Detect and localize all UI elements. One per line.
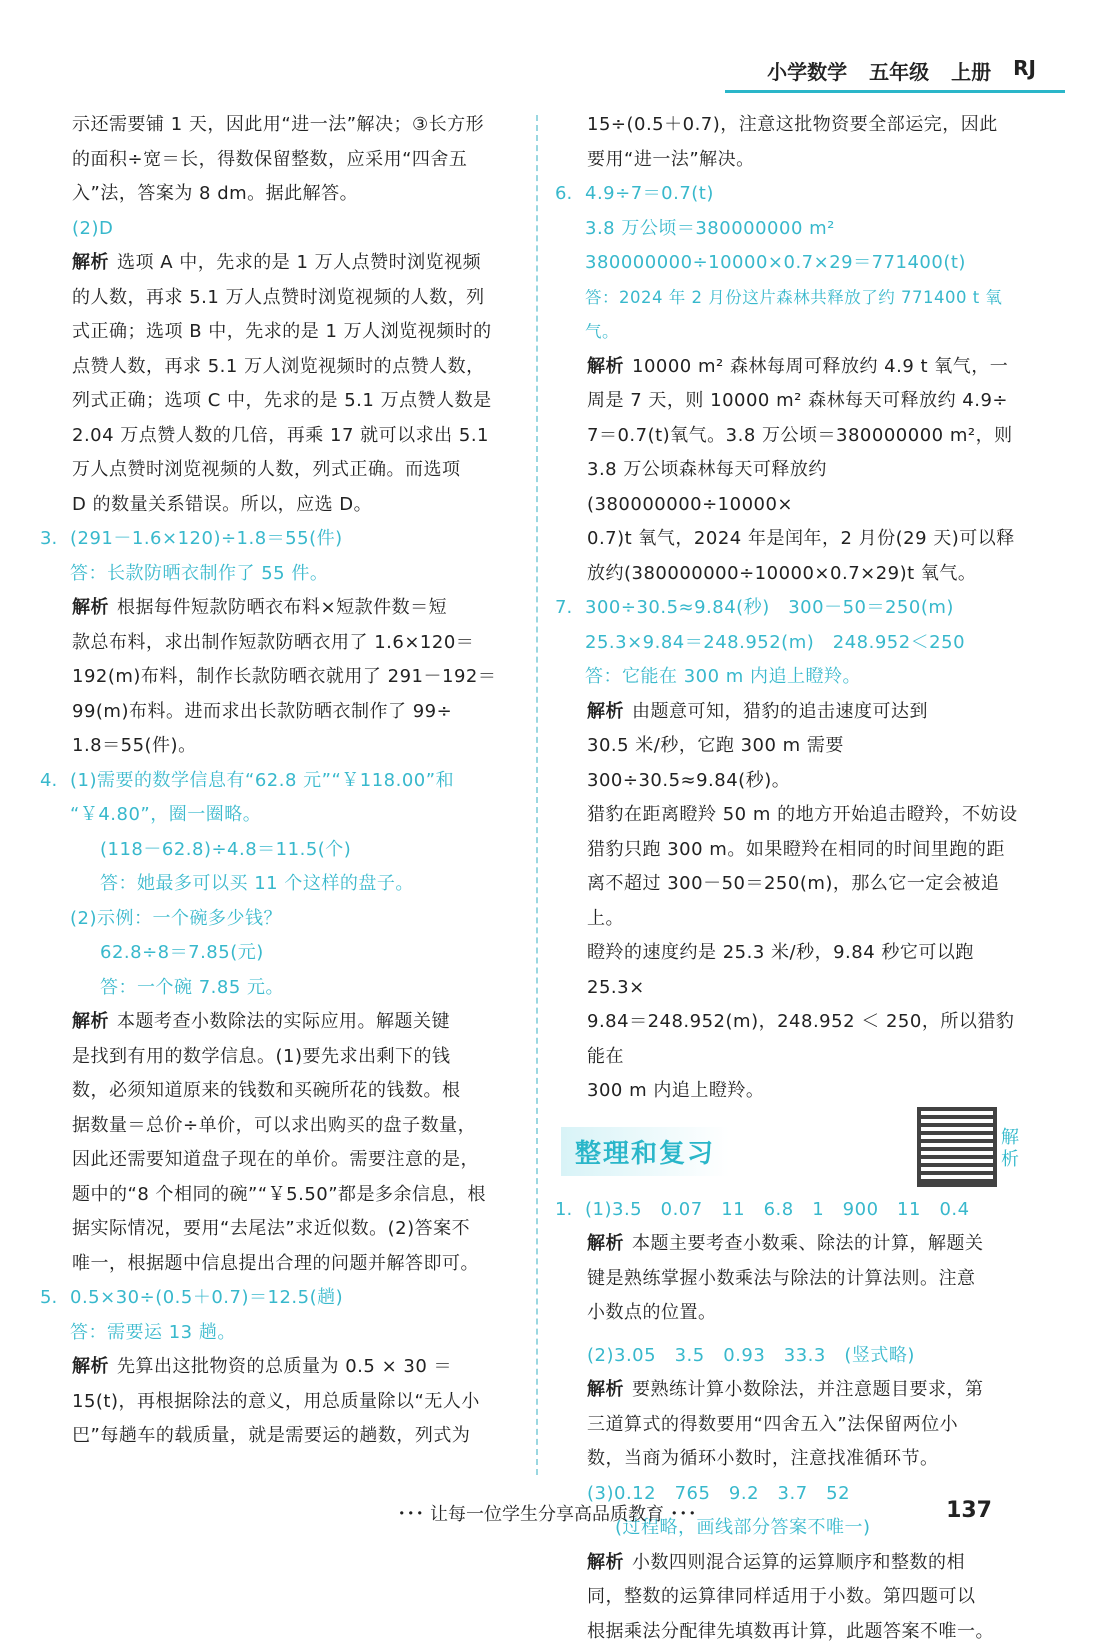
text-line: 9.84＝248.952(m)，248.952 ＜ 250，所以猎豹能在 <box>555 1005 1025 1074</box>
answer-note: (过程略，画线部分答案不唯一) <box>555 1511 1025 1546</box>
section-title: 整理和复习 <box>561 1127 729 1176</box>
analysis-line: 解析 先算出这批物资的总质量为 0.5 × 30 ＝ <box>40 1350 515 1385</box>
answer-line: 答：她最多可以买 11 个这样的盘子。 <box>70 867 515 902</box>
text-line: 点赞人数，再求 5.1 万人浏览视频时的点赞人数， <box>40 350 515 385</box>
text-line: 数，当商为循环小数时，注意找准循环节。 <box>555 1442 1025 1477</box>
text-line: 据数量＝总价÷单价，可以求出购买的盘子数量， <box>40 1109 515 1144</box>
answer-line: (1)3.5 0.07 11 6.8 1 900 11 0.4 <box>585 1193 1025 1228</box>
text-line: 题中的“8 个相同的碗”“￥5.50”都是多余信息，根 <box>40 1178 515 1213</box>
answer-line: 答：2024 年 2 月份这片森林共释放了约 771400 t 氧气。 <box>585 281 1025 350</box>
left-column <box>40 108 515 1454</box>
text-line: 0.7)t 氧气，2024 年是闰年，2 月份(29 天)可以释 <box>555 522 1025 557</box>
text-line: 300 m 内追上瞪羚。 <box>555 1074 1025 1109</box>
answer-line: 答：长款防晒衣制作了 55 件。 <box>70 557 515 592</box>
text-line: 1.8＝55(件)。 <box>40 729 515 764</box>
question-7 <box>555 591 1025 695</box>
text-line: 巴”每趟车的载质量，就是需要运的趟数，列式为 <box>40 1419 515 1454</box>
answer-line: 380000000÷10000×0.7×29＝771400(t) <box>585 246 1025 281</box>
header-subject: 小学数学 <box>767 56 847 85</box>
question-3 <box>40 522 515 591</box>
text-line: 的人数，再求 5.1 万人点赞时浏览视频的人数，列 <box>40 281 515 316</box>
answer-line: “￥4.80”，圈一圈略。 <box>70 798 515 833</box>
answer-line: (118－62.8)÷4.8＝11.5(个) <box>70 833 515 868</box>
text-line: 据实际情况，要用“去尾法”求近似数。(2)答案不 <box>40 1212 515 1247</box>
question-number: 6. <box>555 177 585 350</box>
answer-line: 62.8÷8＝7.85(元) <box>70 936 515 971</box>
analysis-tag: 解析 <box>72 1356 109 1377</box>
text-line: 15÷(0.5＋0.7)，注意这批物资要全部运完，因此 <box>555 108 1025 143</box>
answer-line: 0.5×30÷(0.5＋0.7)＝12.5(趟) <box>70 1281 515 1316</box>
analysis-line: 解析 本题考查小数除法的实际应用。解题关键 <box>40 1005 515 1040</box>
text-line: 离不超过 300－50＝250(m)，那么它一定会被追上。 <box>555 867 1025 936</box>
analysis-tag: 解析 <box>72 1011 109 1032</box>
answer-line: 3.8 万公顷＝380000000 m² <box>585 212 1025 247</box>
analysis-tag: 解析 <box>587 1233 624 1254</box>
answer-line: (1)需要的数学信息有“62.8 元”“￥118.00”和 <box>70 764 515 799</box>
analysis-line: 解析 小数四则混合运算的运算顺序和整数的相 <box>555 1546 1025 1581</box>
text-line: 放约(380000000÷10000×0.7×29)t 氧气。 <box>555 557 1025 592</box>
text-line: 式正确；选项 B 中，先求的是 1 万人浏览视频时的 <box>40 315 515 350</box>
qr-label: 解析 <box>1001 1127 1023 1171</box>
analysis-line: 解析 本题主要考查小数乘、除法的计算，解题关 <box>555 1227 1025 1262</box>
answer-line: (2)3.05 3.5 0.93 33.3 (竖式略) <box>555 1339 1025 1374</box>
page-number: 137 <box>946 1498 992 1523</box>
analysis-tag: 解析 <box>587 1552 624 1573</box>
text-line: 小数点的位置。 <box>555 1296 1025 1331</box>
text-line: 3.8 万公顷森林每天可释放约(380000000÷10000× <box>555 453 1025 522</box>
text-line: 猎豹在距离瞪羚 50 m 的地方开始追击瞪羚，不妨设 <box>555 798 1025 833</box>
text-line: 因此还需要知道盘子现在的单价。需要注意的是， <box>40 1143 515 1178</box>
text-line: 2.04 万点赞人数的几倍，再乘 17 就可以求出 5.1 <box>40 419 515 454</box>
text-line: D 的数量关系错误。所以，应选 D。 <box>40 488 515 523</box>
answer-line: (291－1.6×120)÷1.8＝55(件) <box>70 522 515 557</box>
footer-slogan: ･･･ 让每一位学生分享高品质教育 ･･･ <box>0 1500 1094 1526</box>
review-question-1 <box>555 1193 1025 1228</box>
text-line: 同，整数的运算律同样适用于小数。第四题可以 <box>555 1580 1025 1615</box>
header-grade: 五年级 <box>869 56 929 85</box>
analysis-tag: 解析 <box>587 1379 624 1400</box>
answer-line: (2)示例：一个碗多少钱？ <box>70 902 515 937</box>
text-line: 的面积÷宽＝长，得数保留整数，应采用“四舍五 <box>40 143 515 178</box>
analysis-tag: 解析 <box>72 597 109 618</box>
text-line: 要用“进一法”解决。 <box>555 143 1025 178</box>
analysis-line: 解析 要熟练计算小数除法，并注意题目要求，第 <box>555 1373 1025 1408</box>
analysis-tag: 解析 <box>72 252 109 273</box>
answer-line: 300÷30.5≈9.84(秒) 300－50＝250(m) <box>585 591 1025 626</box>
answer-line: 答：它能在 300 m 内追上瞪羚。 <box>585 660 1025 695</box>
header-rule <box>725 90 1065 93</box>
text-line: 30.5 米/秒，它跑 300 m 需要 300÷30.5≈9.84(秒)。 <box>555 729 1025 798</box>
header-edition: RJ <box>1013 56 1036 85</box>
column-divider <box>536 115 538 1475</box>
analysis-line: 解析 由题意可知，猎豹的追击速度可达到 <box>555 695 1025 730</box>
qr-code-icon[interactable] <box>917 1107 997 1187</box>
section-header <box>561 1127 1025 1187</box>
text-line: 数，必须知道原来的钱数和买碗所花的钱数。根 <box>40 1074 515 1109</box>
question-number: 4. <box>40 764 70 1006</box>
answer-line: 4.9÷7＝0.7(t) <box>585 177 1025 212</box>
question-number: 1. <box>555 1193 585 1228</box>
text-line: 键是熟练掌握小数乘法与除法的计算法则。注意 <box>555 1262 1025 1297</box>
text-line: 15(t)，再根据除法的意义，用总质量除以“无人小 <box>40 1385 515 1420</box>
answer-line: (3)0.12 765 9.2 3.7 52 <box>555 1477 1025 1512</box>
answer-line: 答：一个碗 7.85 元。 <box>70 971 515 1006</box>
text-line: 款总布料，求出制作短款防晒衣用了 1.6×120＝ <box>40 626 515 661</box>
right-column <box>555 108 1025 1649</box>
text-line: 三道算式的得数要用“四舍五入”法保留两位小 <box>555 1408 1025 1443</box>
text-line: 瞪羚的速度约是 25.3 米/秒，9.84 秒它可以跑 25.3× <box>555 936 1025 1005</box>
text-line: 列式正确；选项 C 中，先求的是 5.1 万点赞人数是 <box>40 384 515 419</box>
text-line: 7＝0.7(t)氧气。3.8 万公顷＝380000000 m²，则 <box>555 419 1025 454</box>
analysis-tag: 解析 <box>587 701 624 722</box>
text-line: 万人点赞时浏览视频的人数，列式正确。而选项 <box>40 453 515 488</box>
text-line: 示还需要铺 1 天，因此用“进一法”解决；③长方形 <box>40 108 515 143</box>
question-4 <box>40 764 515 1006</box>
analysis-tag: 解析 <box>587 356 624 377</box>
question-number: 3. <box>40 522 70 591</box>
text-line: 唯一，根据题中信息提出合理的问题并解答即可。 <box>40 1247 515 1282</box>
answer-line: 答：需要运 13 趟。 <box>70 1316 515 1351</box>
page-header <box>767 56 1036 85</box>
text-line: 根据乘法分配律先填数再计算，此题答案不唯一。 <box>555 1615 1025 1649</box>
text-line: 入”法，答案为 8 dm。据此解答。 <box>40 177 515 212</box>
text-line: 猎豹只跑 300 m。如果瞪羚在相同的时间里跑的距 <box>555 833 1025 868</box>
answer-line: (2)D <box>40 212 515 247</box>
analysis-line: 解析 选项 A 中，先求的是 1 万人点赞时浏览视频 <box>40 246 515 281</box>
answer-line: 25.3×9.84＝248.952(m) 248.952＜250 <box>585 626 1025 661</box>
header-volume: 上册 <box>951 56 991 85</box>
text-line: 192(m)布料，制作长款防晒衣就用了 291－192＝ <box>40 660 515 695</box>
analysis-line: 解析 根据每件短款防晒衣布料×短款件数＝短 <box>40 591 515 626</box>
question-number: 5. <box>40 1281 70 1350</box>
question-number: 7. <box>555 591 585 695</box>
question-6 <box>555 177 1025 350</box>
question-5 <box>40 1281 515 1350</box>
text-line: 周是 7 天，则 10000 m² 森林每天可释放约 4.9÷ <box>555 384 1025 419</box>
analysis-line: 解析 10000 m² 森林每周可释放约 4.9 t 氧气，一 <box>555 350 1025 385</box>
text-line: 是找到有用的数学信息。(1)要先求出剩下的钱 <box>40 1040 515 1075</box>
text-line: 99(m)布料。进而求出长款防晒衣制作了 99÷ <box>40 695 515 730</box>
